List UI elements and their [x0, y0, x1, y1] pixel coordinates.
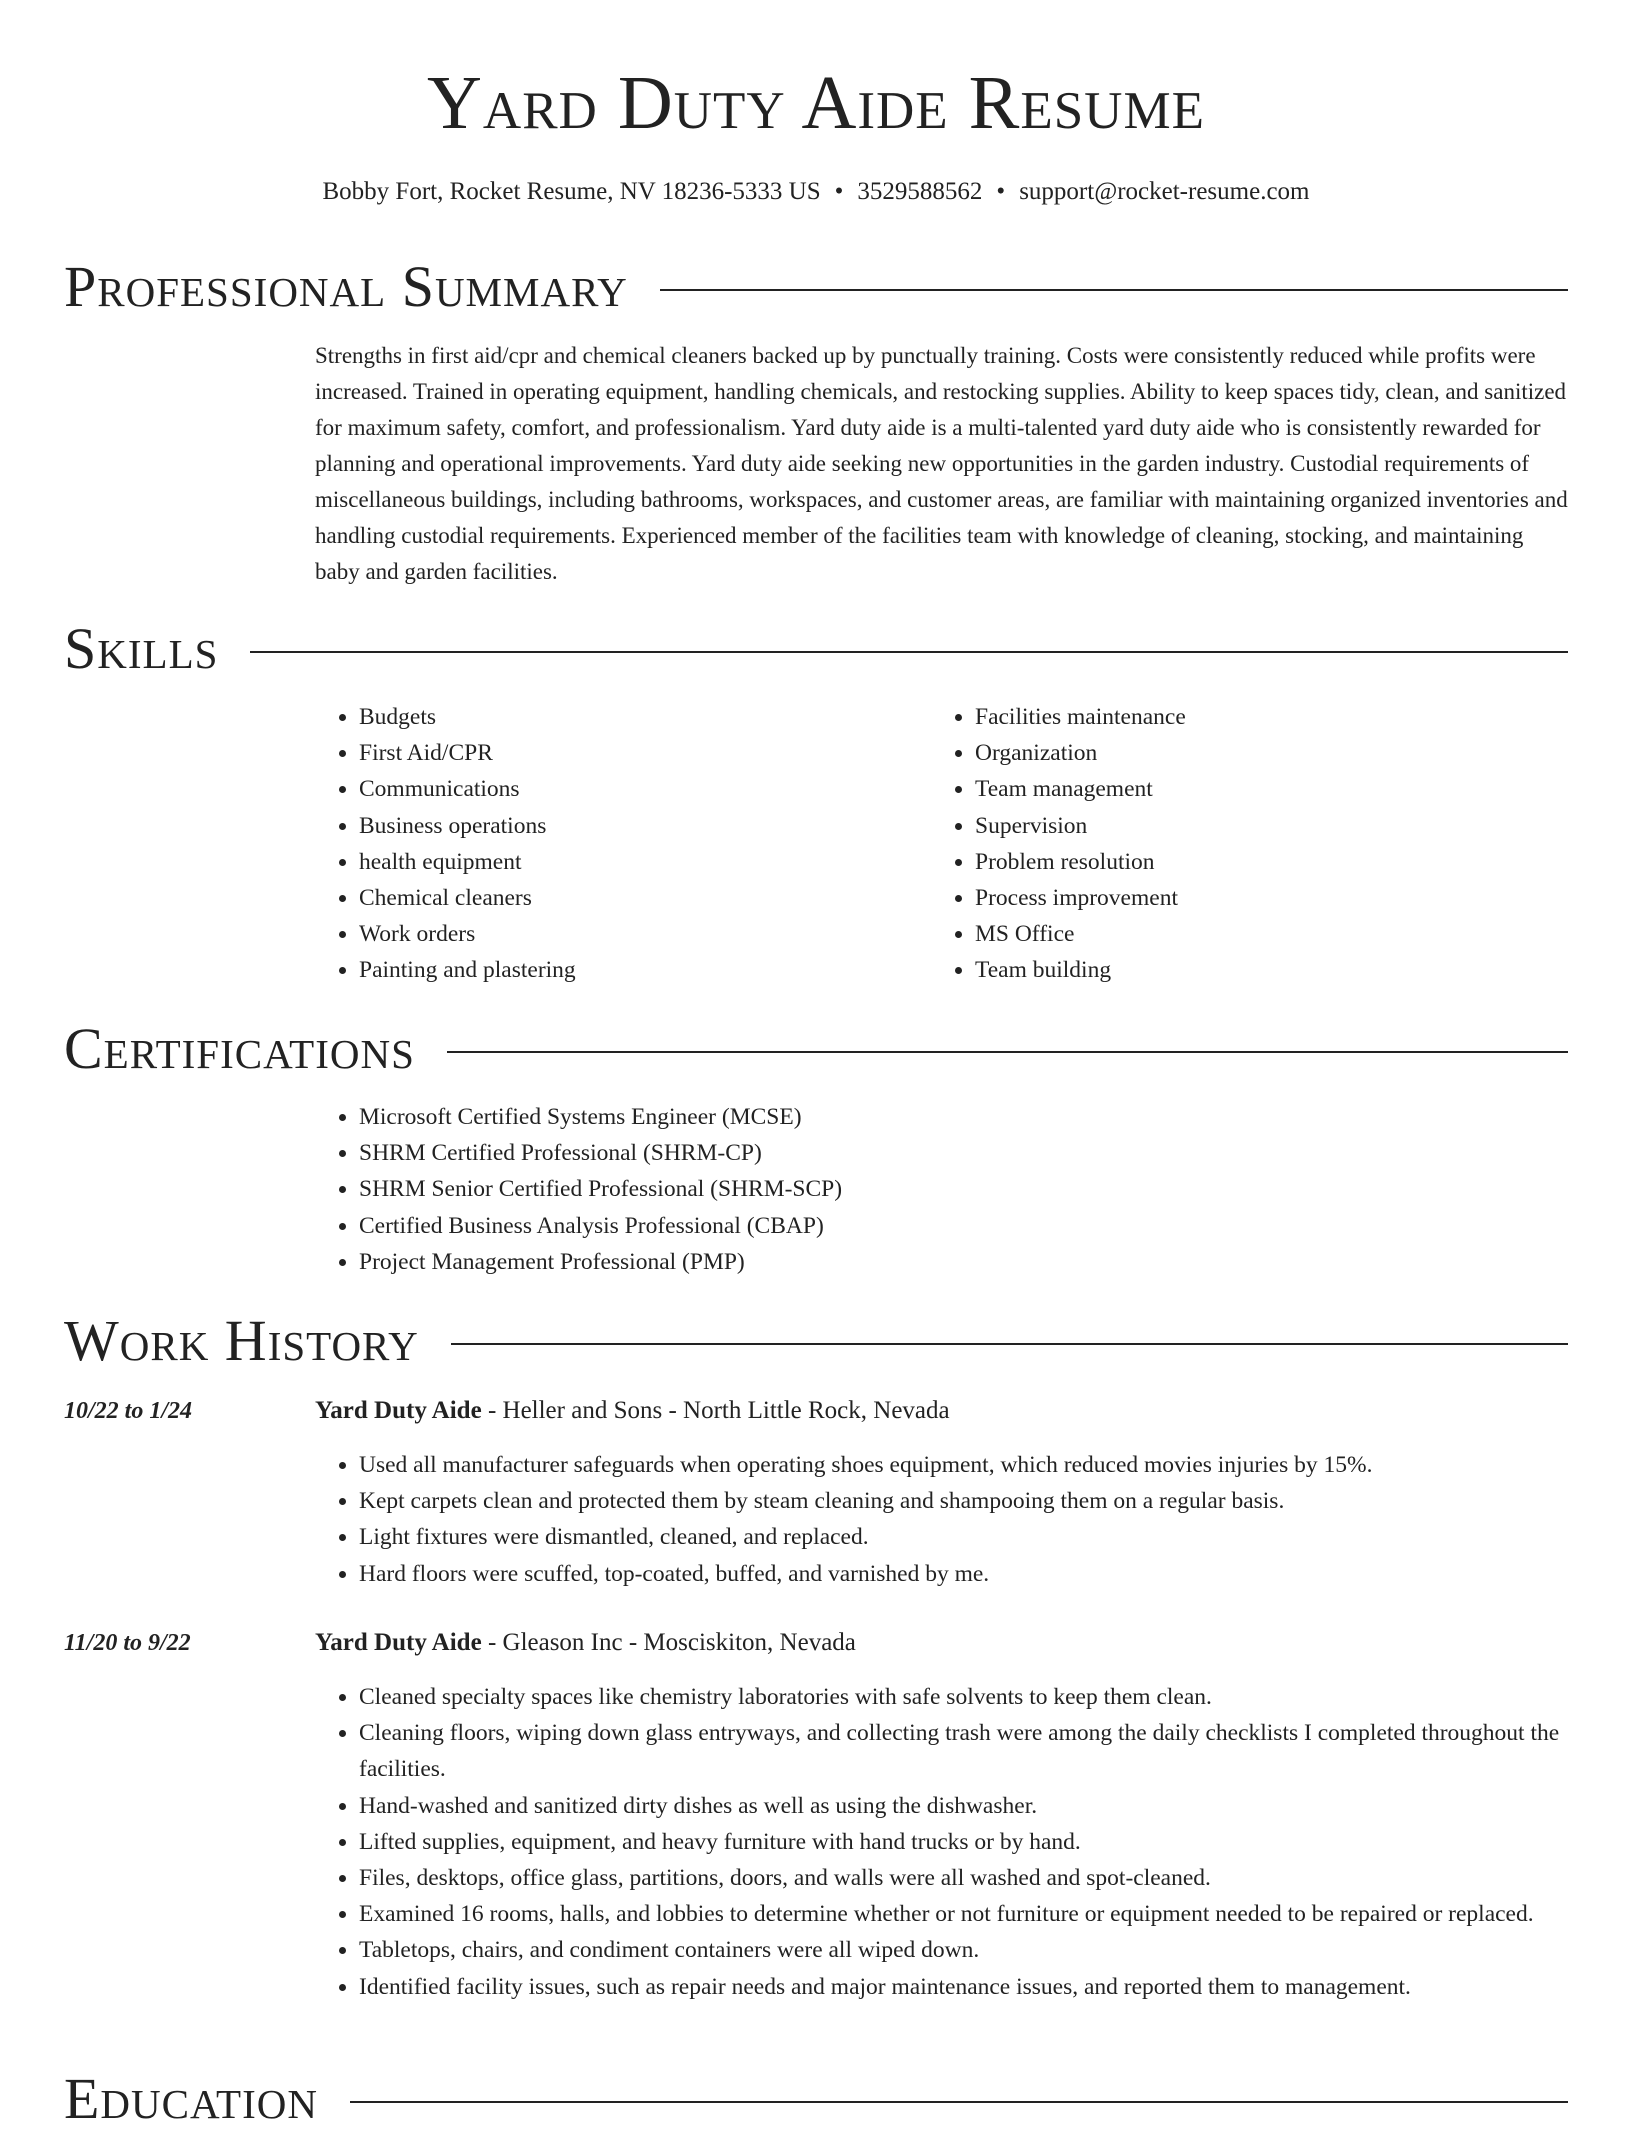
job-bullets: [315, 1447, 1568, 1592]
skill-item: • Organization: [975, 735, 1547, 771]
education-section-header: [64, 2064, 1568, 2134]
job-header: [315, 1627, 1568, 1659]
job-bullet: • Hard floors were scuffed, top-coated, buffed, and varnished by me.: [359, 1556, 1568, 1592]
job-employer: - Heller and Sons - North Little Rock, Nevada: [481, 1397, 950, 1424]
certifications-section-header: [64, 1014, 1568, 1084]
skill-item: • Team management: [975, 771, 1547, 807]
work-history-section-header: [64, 1306, 1568, 1376]
summary-text: Strengths in first aid/cpr and chemical cleaners backed up by punctually training. Costs were consistently reduced while profits were increased. Trained in operating equipment, handling chemicals, and restocking supplies. Ability to keep spaces tidy, clean, and sanitized for maximum safety, comfort, and professionalism. Yard duty aide is a multi-talented yard duty aide who is consistently rewarded for planning and operational improvements. Yard duty aide seeking new opportunities in the garden industry. Custodial requirements of miscellaneous buildings, including bathrooms, workspaces, and customer areas, are familiar with maintaining organized inventories and handling custodial requirements. Experienced member of the facilities team with knowledge of cleaning, stocking, and maintaining baby and garden facilities.: [315, 343, 1568, 584]
job-employer: - Gleason Inc - Mosciskiton, Nevada: [481, 1629, 856, 1656]
skills-section-header: [64, 614, 1568, 684]
job-title: Yard Duty Aide: [315, 1629, 482, 1656]
contact-separator: •: [834, 178, 844, 205]
skill-item: • Communications: [359, 771, 931, 807]
job-dates: 10/22 to 1/24: [64, 1398, 193, 1424]
skill-item: • MS Office: [975, 916, 1547, 952]
job-header: [315, 1395, 1568, 1427]
contact-address: Bobby Fort, Rocket Resume, NV 18236-5333 US: [322, 178, 821, 205]
skill-item: • Business operations: [359, 808, 931, 844]
section-divider: [660, 289, 1568, 291]
section-divider: [350, 2101, 1568, 2103]
job-bullet: • Tabletops, chairs, and condiment containers were all wiped down.: [359, 1932, 1568, 1968]
job-bullet: • Cleaned specialty spaces like chemistry laboratories with safe solvents to keep them clean.: [359, 1679, 1568, 1715]
skill-item: • Painting and plastering: [359, 952, 931, 988]
skill-item: • Problem resolution: [975, 844, 1547, 880]
job-bullet: • Examined 16 rooms, halls, and lobbies to determine whether or not furniture or equipment needed to be repaired or replaced.: [359, 1896, 1568, 1932]
job-bullet: • Hand-washed and sanitized dirty dishes as well as using the dishwasher.: [359, 1788, 1568, 1824]
skill-item: • Budgets: [359, 699, 931, 735]
summary-heading: Professional Summary: [64, 254, 628, 319]
certifications-list: [315, 1099, 1568, 1280]
section-divider: [250, 651, 1568, 653]
resume-title: Yard Duty Aide Resume: [427, 61, 1205, 145]
job-bullet: • Files, desktops, office glass, partitions, doors, and walls were all washed and spot-cleaned.: [359, 1860, 1568, 1896]
certification-item: • Project Management Professional (PMP): [359, 1244, 1568, 1280]
skills-heading: Skills: [64, 616, 219, 681]
skill-item: • Chemical cleaners: [359, 880, 931, 916]
skill-item: • health equipment: [359, 844, 931, 880]
contact-line: [64, 176, 1568, 208]
certification-item: • SHRM Senior Certified Professional (SHRM-SCP): [359, 1171, 1568, 1207]
work-history-heading: Work History: [64, 1308, 419, 1373]
skill-item: • Team building: [975, 952, 1547, 988]
education-heading: Education: [64, 2066, 318, 2131]
skill-item: • Supervision: [975, 808, 1547, 844]
job-bullet: • Identified facility issues, such as repair needs and major maintenance issues, and reported them to management.: [359, 1969, 1568, 2005]
job-title: Yard Duty Aide: [315, 1397, 482, 1424]
summary-section-header: [64, 252, 1568, 322]
skills-column-right: [931, 699, 1547, 989]
skill-item: • Process improvement: [975, 880, 1547, 916]
contact-email[interactable]: support@rocket-resume.com: [1019, 178, 1310, 205]
skills-list: [315, 699, 1568, 989]
job-bullets: [315, 1679, 1568, 2005]
job-bullet: • Lifted supplies, equipment, and heavy furniture with hand trucks or by hand.: [359, 1824, 1568, 1860]
job-bullet: • Cleaning floors, wiping down glass entryways, and collecting trash were among the daily checklists I completed throughout the facilities.: [359, 1715, 1568, 1787]
certifications-heading: Certifications: [64, 1016, 415, 1081]
certification-item: • Certified Business Analysis Professional (CBAP): [359, 1208, 1568, 1244]
certification-item: • Microsoft Certified Systems Engineer (MCSE): [359, 1099, 1568, 1135]
contact-separator: •: [996, 178, 1006, 205]
job-bullet: • Light fixtures were dismantled, cleaned, and replaced.: [359, 1519, 1568, 1555]
section-divider: [451, 1343, 1568, 1345]
skill-item: • Work orders: [359, 916, 931, 952]
job-dates: 11/20 to 9/22: [64, 1630, 191, 1656]
skill-item: • Facilities maintenance: [975, 699, 1547, 735]
job-bullet: • Kept carpets clean and protected them by steam cleaning and shampooing them on a regular basis.: [359, 1483, 1568, 1519]
contact-phone: 3529588562: [857, 178, 983, 205]
skill-item: • First Aid/CPR: [359, 735, 931, 771]
certification-item: • SHRM Certified Professional (SHRM-CP): [359, 1135, 1568, 1171]
skills-column-left: [315, 699, 931, 989]
section-divider: [447, 1051, 1568, 1053]
job-bullet: • Used all manufacturer safeguards when operating shoes equipment, which reduced movies injuries by 15%.: [359, 1447, 1568, 1483]
